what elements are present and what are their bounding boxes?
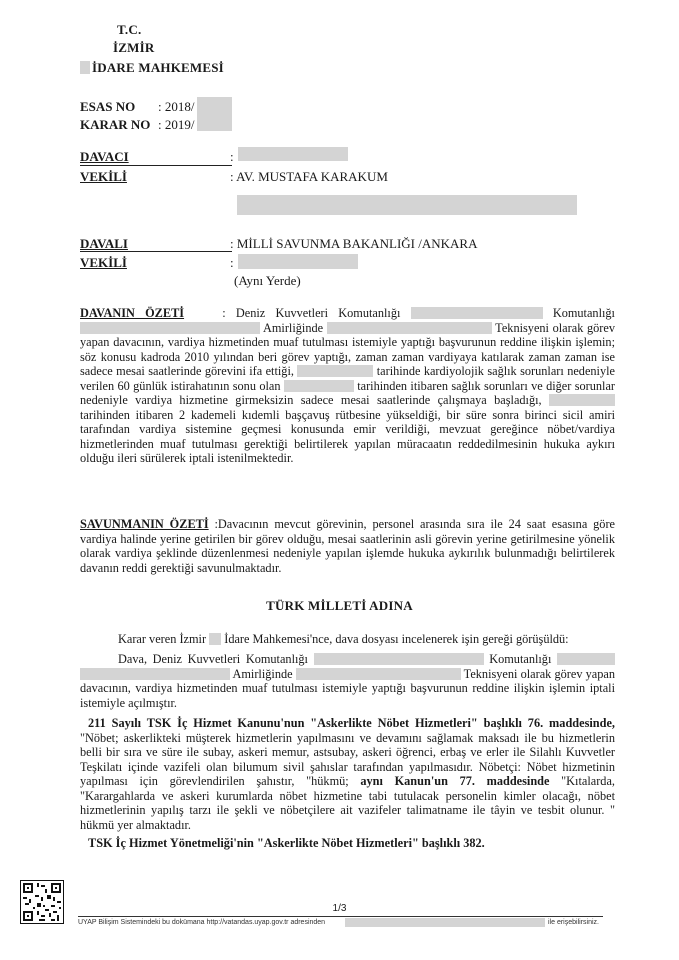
redaction xyxy=(557,653,615,665)
karar-paragraph-3: 211 Sayılı TSK İç Hizmet Kanunu'nun "Askerlikte Nöbet Hizmetleri" başlıklı 76. maddesinde, "Nöbet; askerlikteki müşterek hizmetlerin yapılmasını ve devamını sağlamak maksadı ile bu hizmetlerin belli bir sıra ve süre ile subay, askeri memur, astsubay, askeri öğrenci, erbaş ve erler ile Silahlı Kuvvetler Teşkilatı içinde vazifeli olan bilumum sivil şahıslar tarafından yapılmasıdır. Nöbetçi: Nöbet hizmetinin yapılması için görevlendirilen şahıstır, "hükmü; aynı Kanun'un 77. maddesinde "Kıtalarda, "Karargahlarda ve askeri kurumlarda nöbet hizmetine tabi tutulacak personelin kimler olacağı, nöbet hizmetlerinin yapılış tarzı ile şekli ve nöbetçilere ait vazifeler talimatname ile tâyin ve tesbit olunur. " hükmü yer almaktadır. xyxy=(80,716,615,832)
esas-no-label: ESAS NO xyxy=(80,99,136,114)
redaction xyxy=(411,307,543,319)
header-tc: T.C. xyxy=(117,22,142,37)
vekili-label: VEKİLİ xyxy=(80,169,127,184)
karar-no-label: KARAR NO xyxy=(80,117,151,132)
footer-uyap-text: UYAP Bilişim Sistemindeki bu dokümana http://vatandas.uyap.gov.tr adresinden xyxy=(78,919,326,926)
redaction xyxy=(80,668,230,680)
karar-no-value: : 2019/ xyxy=(158,117,195,132)
davanin-ozeti-label: DAVANIN ÖZETİ xyxy=(80,306,185,320)
karar-paragraph-1: Karar veren İzmir İdare Mahkemesi'nce, dava dosyası incelenerek işin gereği görüşüldü: xyxy=(118,632,569,646)
redaction xyxy=(327,322,492,334)
qr-code-icon xyxy=(21,881,63,923)
karar-paragraph-2: Dava, Deniz Kuvvetleri Komutanlığı Komutanlığı Amirliğinde Teknisyeni olarak görev yapan davacının, vardiya hizmetinden muaf tutulması istemiyle yaptığı başvurunun reddine ilişkin işlemin iptali istemiyle açılmıştır. xyxy=(80,652,615,710)
redaction xyxy=(237,195,577,215)
redaction xyxy=(238,147,348,161)
karar-paragraph-4: TSK İç Hizmet Yönetmeliği'nin "Askerlikte Nöbet Hizmetleri" başlıklı 382. xyxy=(88,836,485,850)
davaci-label: DAVACI xyxy=(80,149,129,164)
redaction xyxy=(80,61,90,74)
qr-code xyxy=(20,880,64,924)
redaction xyxy=(345,918,545,927)
header-court: İDARE MAHKEMESİ xyxy=(92,60,224,75)
redaction xyxy=(197,97,232,131)
davali-label: DAVALI xyxy=(80,236,128,251)
davaci-colon: : xyxy=(230,149,234,164)
vekili-value: : AV. MUSTAFA KARAKUM xyxy=(230,169,388,184)
redaction xyxy=(238,254,358,269)
vekili2-colon: : xyxy=(230,255,234,270)
esas-no-value: : 2018/ xyxy=(158,99,195,114)
savunmanin-ozeti-paragraph: SAVUNMANIN ÖZETİ :Davacının mevcut görevinin, personel arasında sıra ile 24 saat esasına göre vardiya halinde yerine getirilen bir görev olduğu, mesai saatlerinin asli görevin yerine getirilmesine yönelik olarak vardiya şeklinde düzenlenmesi nedeniyle yapılan işlemde hukuka aykırılık bulunmadığı belirtilerek davanın reddi gerektiği savunulmaktadır. xyxy=(80,517,615,575)
davanin-ozeti-paragraph: DAVANIN ÖZETİ : Deniz Kuvvetleri Komutanlığı Komutanlığı Amirliğinde Teknisyeni olarak görev yapan davacının, vardiya hizmetinden muaf tutulması istemiyle yaptığı başvurunun reddine ilişkin işlemin; söz konusu kadroda 2010 yılından beri görev yaptığı, zaman zaman vardiyaya katılarak zaman zaman ise sadece mesai saatlerinde görevini ifa ettiği, tarihinde kardiyolojik sağlık sorunları nedeniyle verilen 60 günlük istirahatının sonu olan tarihinden itibaren sağlık sorunları ve diğer sorunlar nedeniyle vardiya hizmetine girmeksizin sadece mesai saatlerinde çalışmaya başladığı, tarihinden itibaren 2 kademeli kıdemli başçavuş rütbesine yükseldiği, bir süre sonra birinci sicil amiri tarafından vardiya sistemine geçmesi konusunda emir verildiği, mevzuat gereğince nöbet/vardiya hizmetlerinden muaf tutulması gerektiği belirtilerek yapılan müracaatın reddedilmesinin hukuka aykırı olduğu ileri sürülerek iptali istenilmektedir. xyxy=(80,306,615,465)
redaction xyxy=(314,653,484,665)
footer-divider xyxy=(78,916,603,917)
redaction xyxy=(296,668,461,680)
vekili2-label: VEKİLİ xyxy=(80,255,127,270)
redaction xyxy=(297,365,373,377)
davaci-underline xyxy=(80,165,232,166)
verdict-heading: TÜRK MİLLETİ ADINA xyxy=(266,598,413,613)
davali-value: : MİLLİ SAVUNMA BAKANLIĞI /ANKARA xyxy=(230,236,478,251)
redaction xyxy=(549,394,615,406)
redaction xyxy=(209,633,221,645)
redaction xyxy=(284,380,354,392)
davali-underline xyxy=(80,251,232,252)
page-number: 1/3 xyxy=(332,903,347,914)
footer-uyap-suffix: ile erişebilirsiniz. xyxy=(548,919,599,926)
ayni-yerde: (Aynı Yerde) xyxy=(234,273,301,288)
redaction xyxy=(80,322,260,334)
header-city: İZMİR xyxy=(113,40,155,55)
savunmanin-ozeti-label: SAVUNMANIN ÖZETİ xyxy=(80,517,209,531)
